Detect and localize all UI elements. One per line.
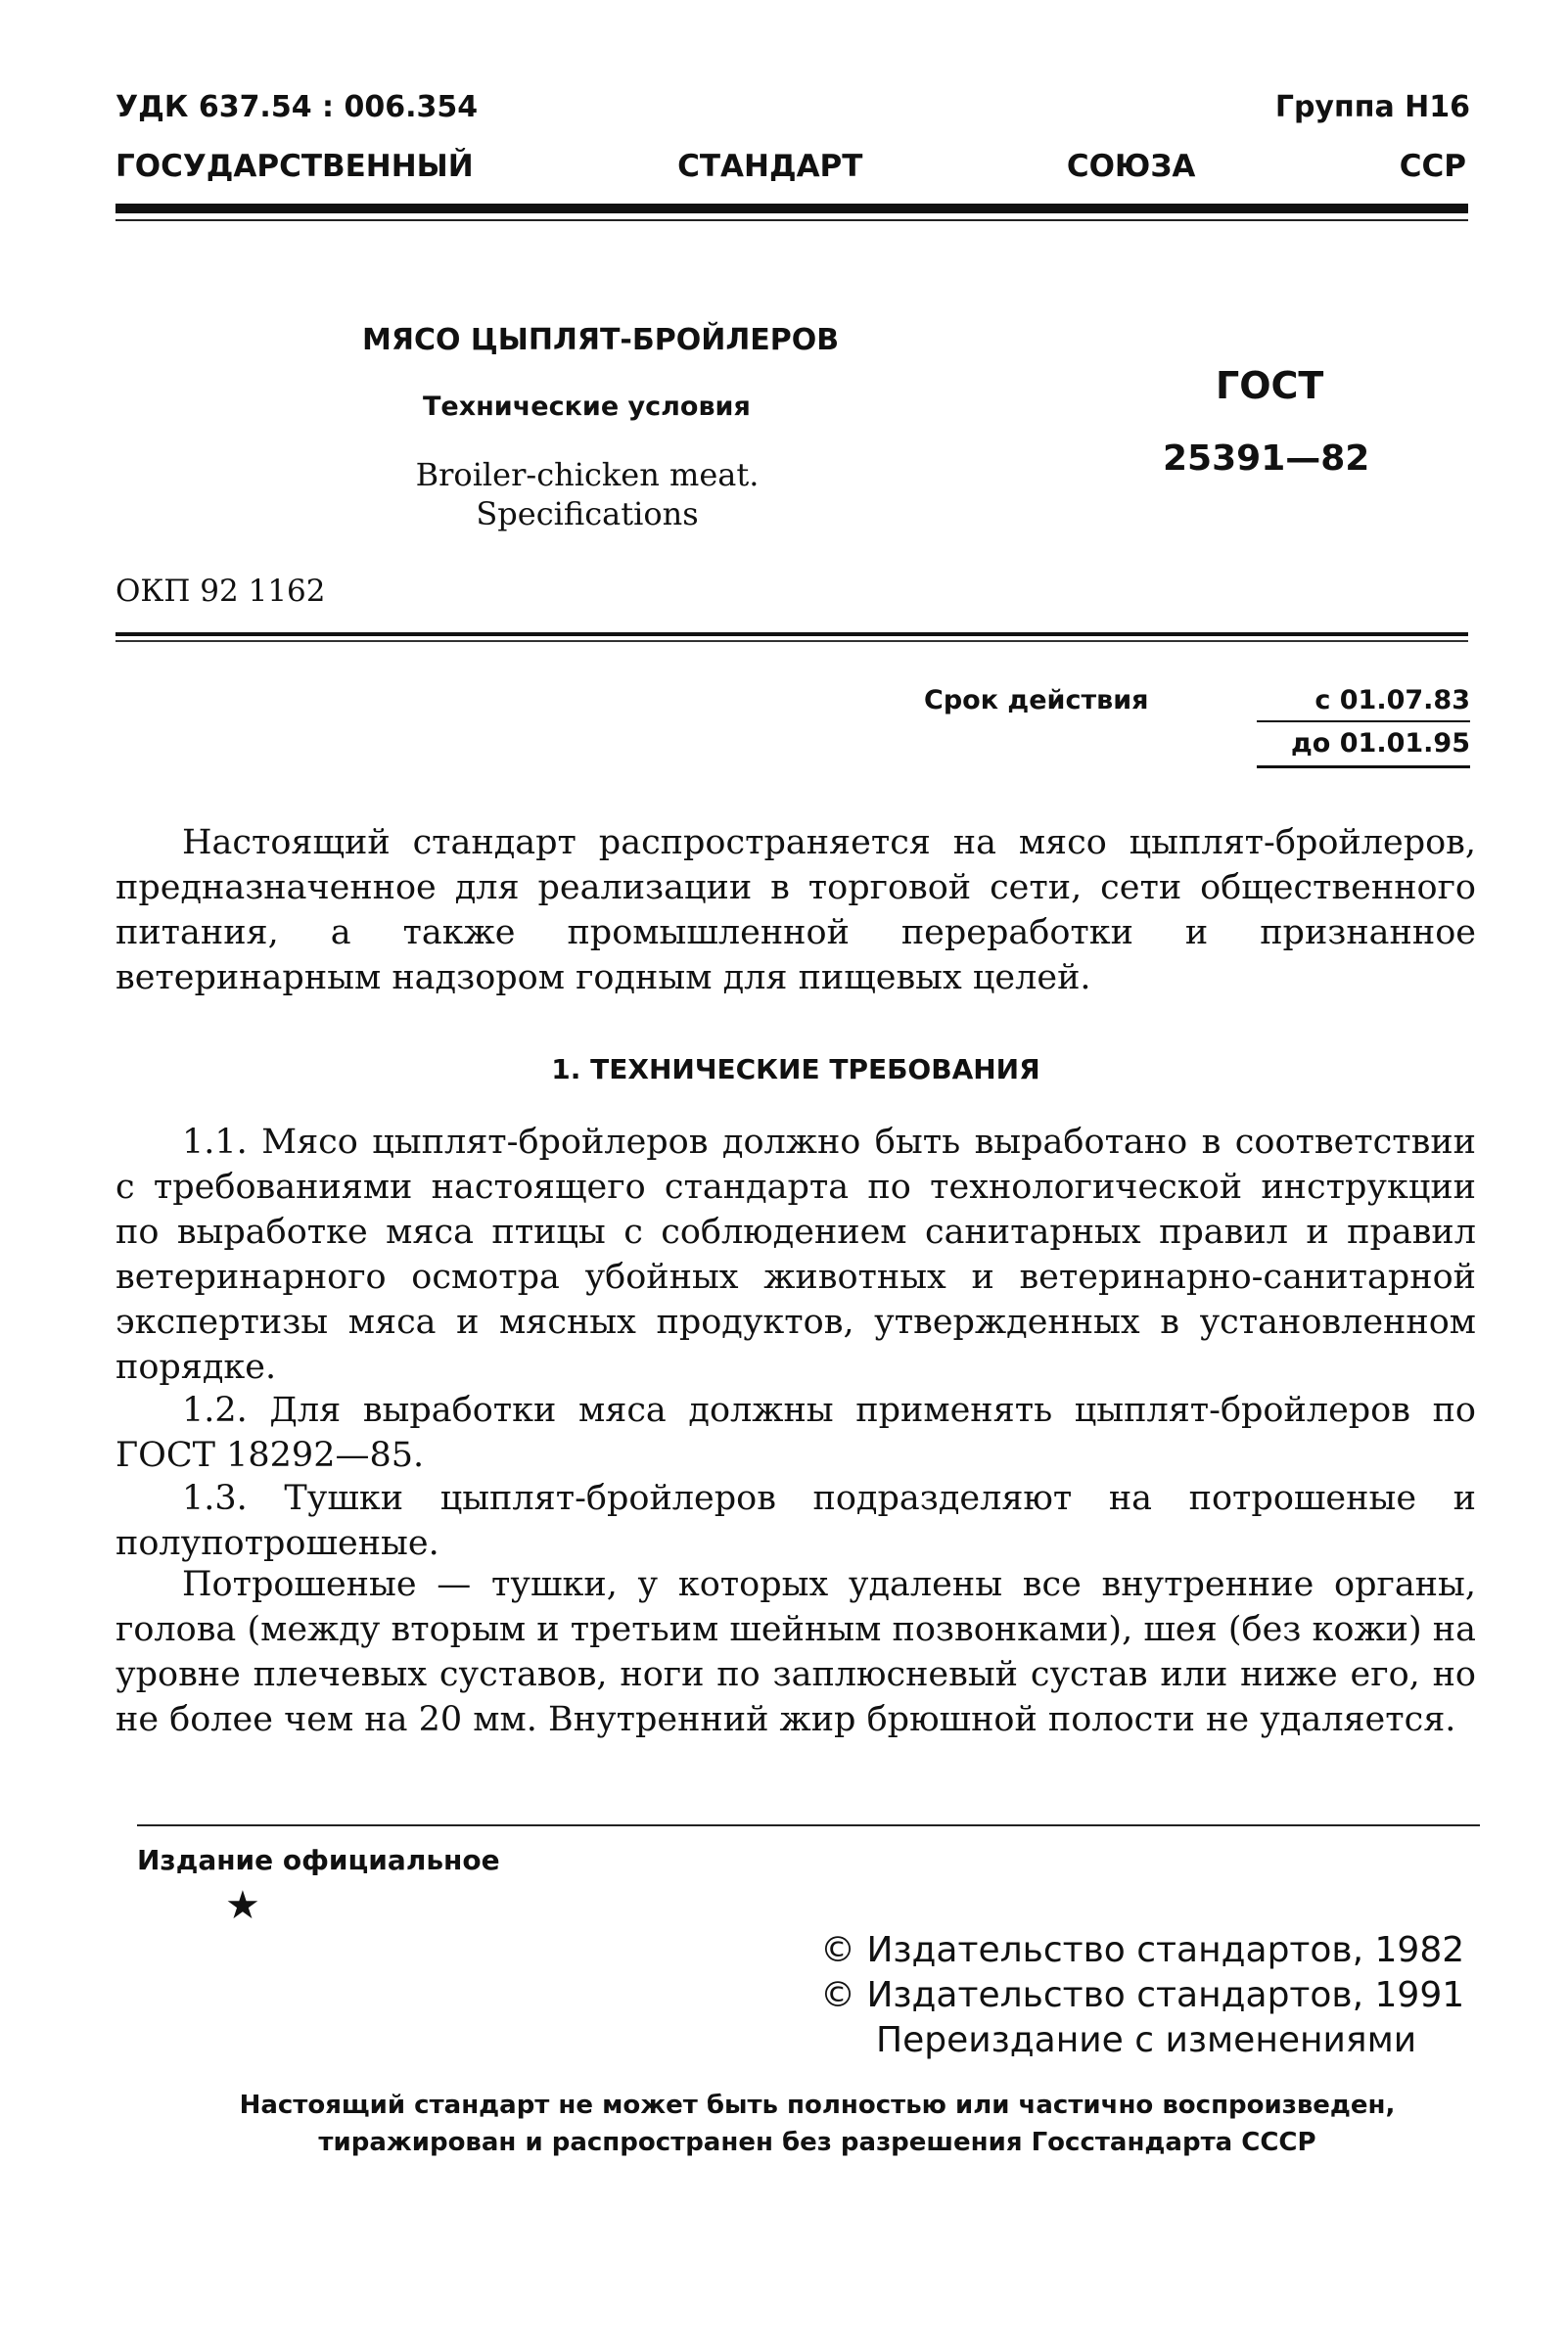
official-edition-label: Издание официальное xyxy=(137,1844,500,1876)
header-rule-thin xyxy=(115,219,1468,221)
clause-1-3: 1.3. Тушки цыплят-бройлеров подразделяют на потрошеные и полупотрошеные. xyxy=(115,1479,1476,1563)
document-subtitle: Технические условия xyxy=(423,391,751,422)
footer-rule xyxy=(137,1824,1480,1826)
notice-line-2: тиражирован и распространен без разрешения Госстандарта СССР xyxy=(318,2128,1316,2157)
udk-code: УДК 637.54 : 006.354 xyxy=(115,90,479,124)
standard-word-1: ГОСУДАРСТВЕННЫЙ xyxy=(115,149,474,184)
group-code: Группа Н16 xyxy=(1274,90,1470,124)
copyright-1991: © Издательство стандартов, 1991 xyxy=(820,1975,1465,2015)
section-title: 1. ТЕХНИЧЕСКИЕ ТРЕБОВАНИЯ xyxy=(551,1053,1040,1085)
standard-header xyxy=(115,149,1466,184)
document-title: МЯСО ЦЫПЛЯТ-БРОЙЛЕРОВ xyxy=(362,323,840,357)
reproduction-notice xyxy=(137,2087,1498,2161)
english-title xyxy=(372,455,803,533)
standard-word-3: СОЮЗА xyxy=(1066,149,1196,184)
header-rule-thick xyxy=(115,204,1468,213)
copyright-1982: © Издательство стандартов, 1982 xyxy=(820,1930,1465,1970)
clause-1-2: 1.2. Для выработки мяса должны применять цыплят-бройлеров по ГОСТ 18292—85. xyxy=(115,1391,1476,1475)
title-rule-thin xyxy=(115,640,1468,642)
okp-code: ОКП 92 1162 xyxy=(115,574,326,609)
intro-paragraph: Настоящий стандарт распространяется на мясо цыплят-бройлеров, предназначенное для реализации в торговой сети, сети общественного питания, а также промышленной переработки и признанное ветеринарным надзором годным для пищевых целей. xyxy=(115,823,1476,997)
english-title-line-1: Broiler-chicken meat. xyxy=(415,456,760,493)
reissue-note: Переиздание с изменениями xyxy=(876,2020,1417,2060)
star-icon: ★ xyxy=(225,1883,260,1928)
standard-word-4: ССР xyxy=(1399,149,1466,184)
clause-1-1: 1.1. Мясо цыплят-бройлеров должно быть выработано в соответствии с требованиями настоящего стандарта по технологической инструкции по выработке мяса птицы с соблюдением санитарных правил и правил ветеринарного осмотра убойных животных и ветеринарно-санитарной экспертизы мяса и мясных продуктов, утвержденных в установленном порядке. xyxy=(115,1123,1476,1387)
gost-number: 25391—82 xyxy=(1163,438,1370,479)
validity-underline xyxy=(1257,765,1470,768)
standard-word-2: СТАНДАРТ xyxy=(677,149,863,184)
validity-label: Срок действия xyxy=(924,685,1149,715)
clause-1-3-definition: Потрошеные — тушки, у которых удалены все внутренние органы, голова (между вторым и третьим шейным позвонками), шея (без кожи) на уровне плечевых суставов, ноги по заплюсневый сустав или ниже его, но не более чем на 20 мм. Внутренний жир брюшной полости не удаляется. xyxy=(115,1565,1476,1739)
english-title-line-2: Specifications xyxy=(476,495,699,532)
gost-label: ГОСТ xyxy=(1216,364,1324,407)
validity-to: до 01.01.95 xyxy=(1291,728,1470,759)
title-rule-thick xyxy=(115,632,1468,636)
validity-divider xyxy=(1257,720,1470,722)
notice-line-1: Настоящий стандарт не может быть полностью или частично воспроизведен, xyxy=(239,2091,1396,2120)
validity-from: с 01.07.83 xyxy=(1314,685,1470,715)
